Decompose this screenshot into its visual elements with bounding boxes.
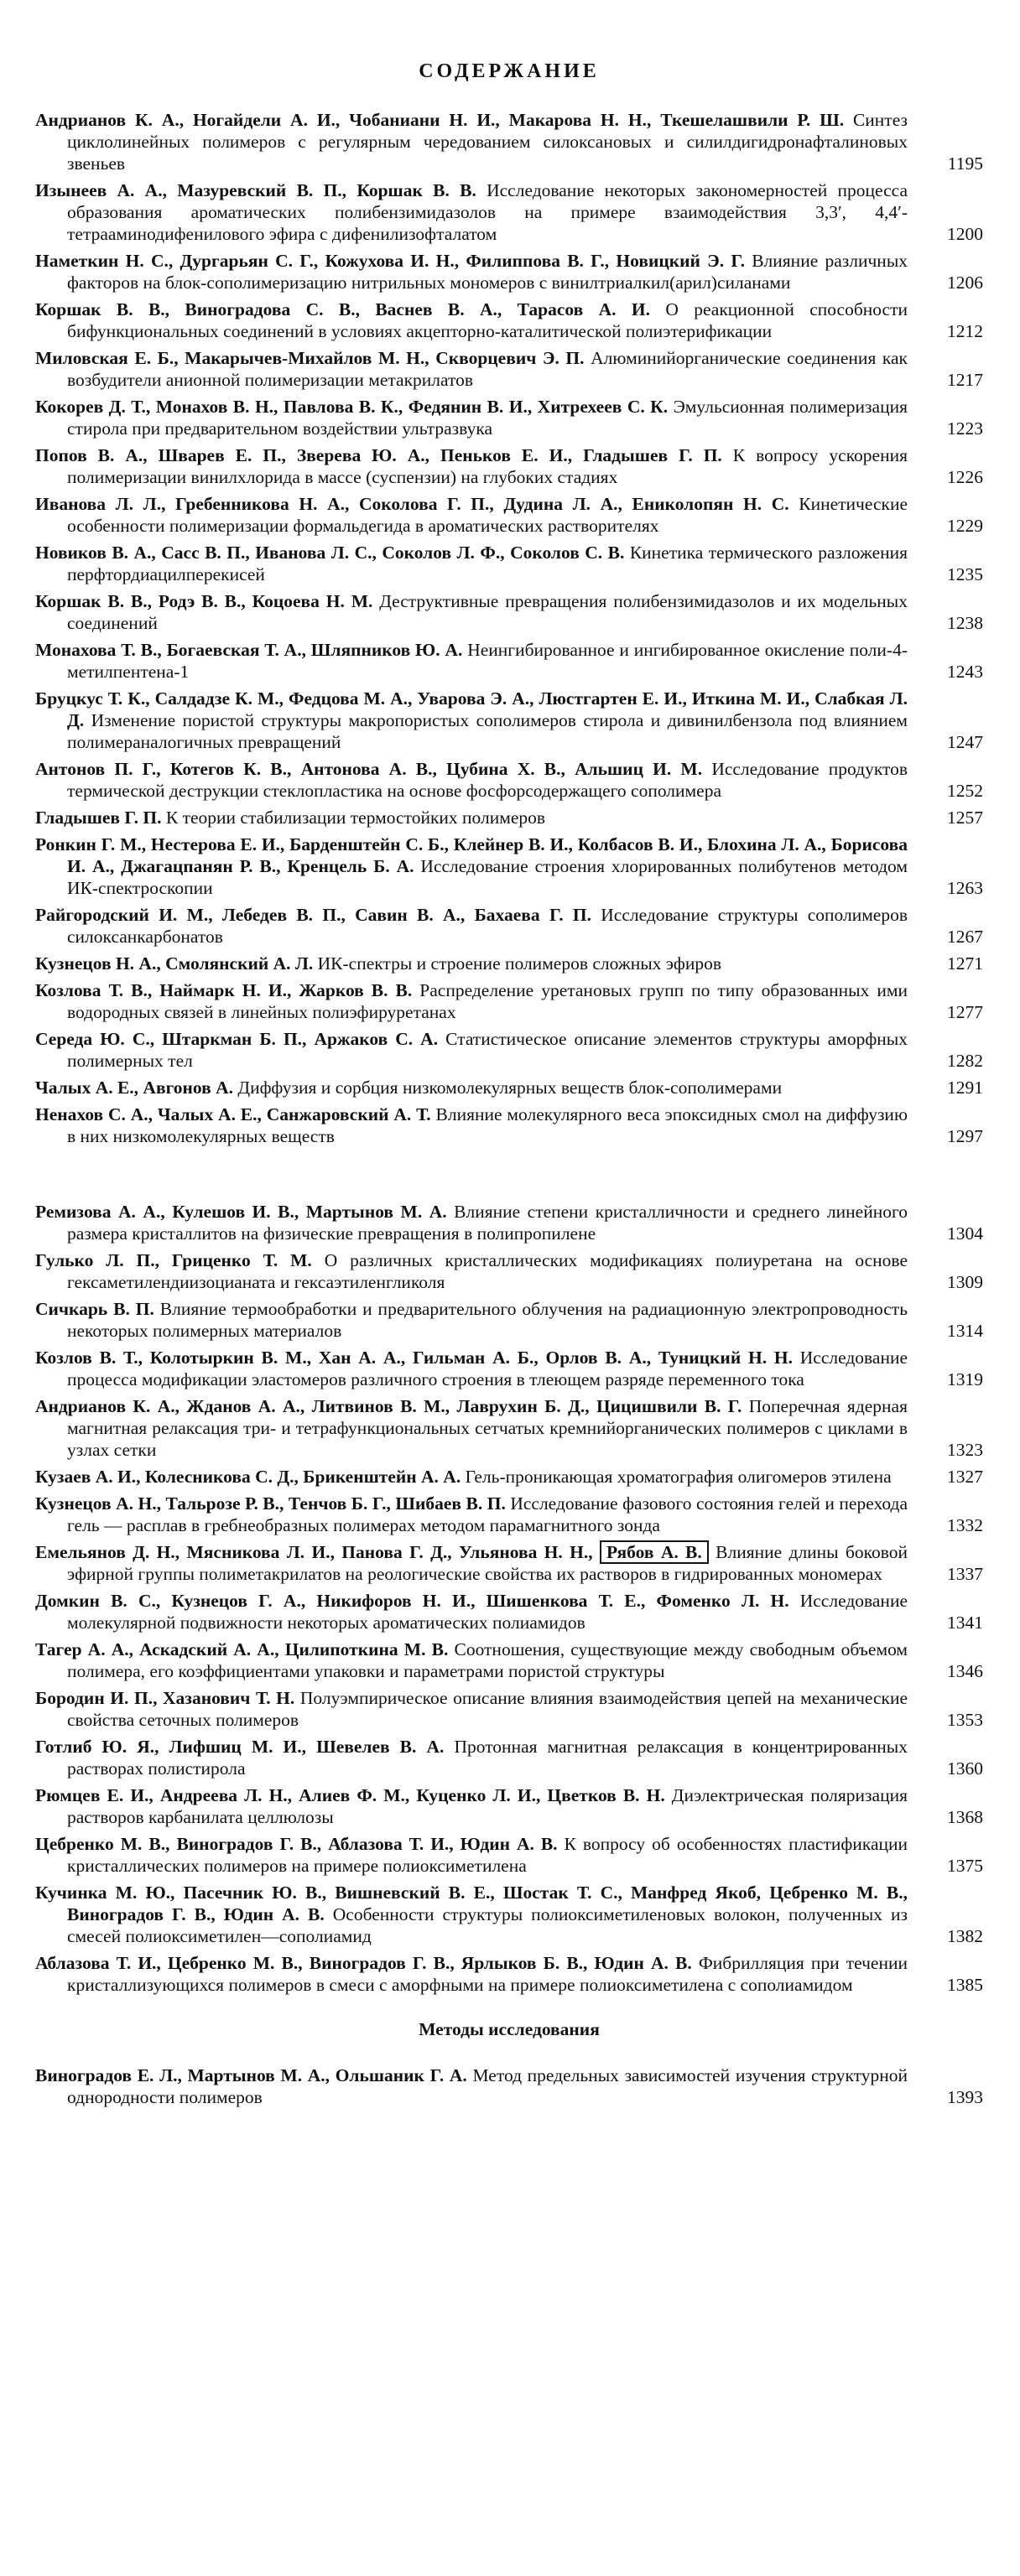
toc-entry-page: 1375 <box>947 1856 983 1876</box>
toc-entry-authors: Бруцкус Т. К., Салдадзе К. М., Федцова М. А., Уварова Э. А., Люстгартен Е. И., Иткина М. И., Слабкая Л. Д. <box>35 688 908 730</box>
toc-entry-text <box>35 396 908 439</box>
toc-entry-text <box>35 1639 908 1682</box>
toc-entry-text <box>35 444 908 488</box>
toc-entry-authors: Коршак В. В., Родэ В. В., Коцоева Н. М. <box>35 591 373 611</box>
toc-entry-text <box>35 1466 908 1488</box>
toc-entry <box>35 1952 983 1996</box>
toc-entry-authors: Готлиб Ю. Я., Лифшиц М. И., Шевелев В. А. <box>35 1737 445 1757</box>
toc-entry-authors: Наметкин Н. С., Дургарьян С. Г., Кожухова И. Н., Филиппова В. Г., Новицкий Э. Г. <box>35 251 745 271</box>
toc-entry-authors: Бородин И. П., Хазанович Т. Н. <box>35 1688 295 1708</box>
toc-entry-text <box>35 109 908 174</box>
toc-entry-title: Исследование строения хлорированных полибутенов методом ИК-спектроскопии <box>67 856 908 898</box>
toc-entry-authors: Домкин В. С., Кузнецов Г. А., Никифоров Н. И., Шишенкова Т. Е., Фоменко Л. Н. <box>35 1591 789 1611</box>
toc-entry-page: 1252 <box>947 781 983 801</box>
toc-group-methods <box>35 2064 983 2108</box>
toc-entry-page: 1226 <box>947 467 983 487</box>
toc-entry-title: Исследование фазового состояния гелей и перехода гель — расплав в гребнеобразных полимерах методом парамагнитного зонда <box>67 1493 908 1535</box>
toc-entry-text <box>35 1882 908 1947</box>
toc-entry-title: Статистическое описание элементов структуры аморфных полимерных тел <box>67 1029 908 1071</box>
toc-entry-title: Исследование продуктов термической деструкции стеклопластика на основе фосфорсодержащего сополимера <box>67 759 908 801</box>
toc-entry <box>35 639 983 683</box>
toc-entry <box>35 1639 983 1682</box>
toc-entry-authors: Гладышев Г. П. <box>35 808 162 828</box>
toc-entry <box>35 904 983 948</box>
toc-entry-text <box>35 1201 908 1244</box>
toc-entry-title: Протонная магнитная релаксация в концентрированных растворах полистирола <box>67 1737 908 1779</box>
toc-entry-page: 1257 <box>947 808 983 828</box>
toc-entry-text <box>35 590 908 634</box>
toc-entry <box>35 1784 983 1828</box>
toc-entry-text <box>35 1493 908 1536</box>
toc-entry-title: Изменение пористой структуры макропористых сополимеров стирола и дивинилбензола под влиянием полимераналогичных превращений <box>67 710 908 752</box>
toc-entry-title: К вопросу ускорения полимеризации винилхлорида в массе (суспензии) на глубоких стадиях <box>67 445 908 487</box>
toc-entry-page: 1217 <box>947 370 983 390</box>
toc-entry-page: 1267 <box>947 927 983 947</box>
toc-entry-text <box>35 688 908 753</box>
toc-entry-title: К теории стабилизации термостойких полимеров <box>165 808 546 828</box>
toc-entry <box>35 1590 983 1633</box>
toc-entry-authors: Монахова Т. В., Богаевская Т. А., Шляпников Ю. А. <box>35 640 463 660</box>
toc-entry-page: 1323 <box>947 1440 983 1460</box>
toc-entry-text <box>35 299 908 342</box>
toc-entry-page: 1382 <box>947 1926 983 1946</box>
toc-entry-authors: Андрианов К. А., Ногайдели А. И., Чобаниани Н. И., Макарова Н. Н., Ткешелашвили Р. Ш. <box>35 110 845 130</box>
toc-entry-authors: Кокорев Д. Т., Монахов В. Н., Павлова В. К., Федянин В. И., Хитрехеев С. К. <box>35 397 669 417</box>
toc-entry-page: 1393 <box>947 2087 983 2107</box>
toc-entry <box>35 1077 983 1098</box>
toc-entry-authors: Изынеев А. А., Мазуревский В. П., Коршак В. В. <box>35 180 476 200</box>
toc-entry-authors: Цебренко М. В., Виноградов Г. В., Аблазова Т. И., Юдин А. В. <box>35 1834 558 1854</box>
toc-entry <box>35 1104 983 1147</box>
toc-entry-text <box>35 347 908 391</box>
toc-entry-title: Фибрилляция при течении кристаллизующихся полимеров в смеси с аморфными на примере полиоксиметилена с сополиамидом <box>67 1953 908 1995</box>
toc-entry <box>35 1249 983 1293</box>
toc-entry-page: 1277 <box>947 1002 983 1022</box>
toc-entry-title: Соотношения, существующие между свободным объемом полимера, его коэффициентами упаковки и параметрами пористой структуры <box>67 1639 908 1681</box>
toc-entry-page: 1368 <box>947 1807 983 1827</box>
toc-entry-text <box>35 250 908 293</box>
toc-entry-page: 1304 <box>947 1223 983 1244</box>
toc-entry-authors: Ремизова А. А., Кулешов И. В., Мартынов М. А. <box>35 1202 447 1222</box>
toc-entry-authors: Коршак В. В., Виноградова С. В., Васнев В. А., Тарасов А. И. <box>35 299 650 319</box>
toc-entry-title: ИК-спектры и строение полимеров сложных эфиров <box>317 953 721 974</box>
toc-entry-title: Исследование структуры сополимеров силоксанкарбонатов <box>67 905 908 947</box>
toc-entry <box>35 834 983 899</box>
toc-entry-text <box>35 1952 908 1996</box>
toc-entry-text <box>35 1104 908 1147</box>
toc-entry-title: Влияние различных факторов на блок-сополимеризацию нитрильных мономеров с винилтриалкил(арил)силанами <box>67 251 908 293</box>
toc-entry-text <box>35 1347 908 1390</box>
toc-entry-text <box>35 979 908 1023</box>
toc-entry-authors: Райгородский И. М., Лебедев В. П., Савин В. А., Бахаева Г. П. <box>35 905 591 925</box>
toc-entry-authors: Сичкарь В. П. <box>35 1299 154 1319</box>
toc-entry-page: 1200 <box>947 224 983 244</box>
toc-entry-page: 1332 <box>947 1515 983 1535</box>
toc-entry-text <box>35 904 908 948</box>
toc-entry-authors: Попов В. А., Шварев Е. П., Зверева Ю. А., Пеньков Е. И., Гладышев Г. П. <box>35 445 722 465</box>
toc-entry-text <box>35 1590 908 1633</box>
toc-entry-text <box>35 758 908 802</box>
toc-entry <box>35 444 983 488</box>
toc-entry-title: О различных кристаллических модификациях полиуретана на основе гексаметилендиизоцианата и гексаэтиленгликоля <box>67 1250 908 1292</box>
toc-entry <box>35 590 983 634</box>
toc-entry <box>35 109 983 174</box>
toc-entry <box>35 1493 983 1536</box>
toc-entry-title: Неингибированное и ингибированное окисление поли-4-метилпентена-1 <box>67 640 908 682</box>
toc-entry-text <box>35 2064 908 2108</box>
toc-entry-text <box>35 1687 908 1731</box>
toc-entry-title: Диффузия и сорбция низкомолекулярных веществ блок-сополимерами <box>237 1078 783 1098</box>
toc-entry-page: 1319 <box>947 1369 983 1389</box>
toc-entry-authors: Миловская Е. Б., Макарычев-Михайлов М. Н., Скворцевич Э. П. <box>35 348 585 368</box>
toc-entry-title: Синтез циклолинейных полимеров с регулярным чередованием силоксановых и силилдигидронафталиновых звеньев <box>67 110 908 174</box>
toc-entry-authors: Аблазова Т. И., Цебренко М. В., Виноградов Г. В., Ярлыков Б. В., Юдин А. В. <box>35 1953 692 1973</box>
toc-entry <box>35 1736 983 1779</box>
toc-entry-text <box>35 179 908 245</box>
toc-entry <box>35 493 983 537</box>
toc-group-2 <box>35 1201 983 1996</box>
toc-entry-text <box>35 639 908 683</box>
toc-entry <box>35 396 983 439</box>
toc-entry-title: Алюминийорганические соединения как возбудители анионной полимеризации метакрилатов <box>67 348 908 390</box>
toc-entry-text <box>35 1541 908 1585</box>
toc-entry-page: 1297 <box>947 1126 983 1146</box>
toc-entry-page: 1247 <box>947 732 983 752</box>
toc-entry-page: 1282 <box>947 1051 983 1071</box>
toc-entry-title: Распределение уретановых групп по типу образованных ими водородных связей в линейных полиэфируретанах <box>67 980 908 1022</box>
toc-entry <box>35 250 983 293</box>
toc-entry-title: Диэлектрическая поляризация растворов карбанилата целлюлозы <box>67 1785 908 1827</box>
toc-entry <box>35 1466 983 1488</box>
toc-entry-page: 1309 <box>947 1272 983 1292</box>
toc-entry-text <box>35 1249 908 1293</box>
toc-entry-title: Влияние степени кристалличности и среднего линейного размера кристаллитов на физические превращения в полипропилене <box>67 1202 908 1244</box>
toc-entry-authors: Виноградов Е. Л., Мартынов М. А., Ольшаник Г. А. <box>35 2065 467 2085</box>
toc-entry <box>35 179 983 245</box>
toc-entry-authors: Андрианов К. А., Жданов А. А., Литвинов В. М., Лаврухин Б. Д., Цицишвили В. Г. <box>35 1396 742 1416</box>
toc-entry-authors: Кузнецов А. Н., Тальрозе Р. В., Тенчов Б. Г., Шибаев В. П. <box>35 1493 506 1514</box>
toc-entry-authors: Кузаев А. И., Колесникова С. Д., Брикенштейн А. А. <box>35 1467 461 1487</box>
toc-entry-page: 1243 <box>947 662 983 682</box>
toc-group-1 <box>35 109 983 1147</box>
toc-entry <box>35 299 983 342</box>
toc-entry-page: 1327 <box>947 1467 983 1487</box>
toc-entry-page: 1238 <box>947 613 983 633</box>
toc-entry <box>35 979 983 1023</box>
toc-entry-authors: Ронкин Г. М., Нестерова Е. И., Барденштейн С. Б., Клейнер В. И., Колбасов В. И., Блохина Л. А., Борисова И. А., Джагацпанян Р. В., Кренцель Б. А. <box>35 834 908 876</box>
toc-entry-page: 1360 <box>947 1758 983 1779</box>
toc-entry-title: Влияние длины боковой эфирной группы полиметакрилатов на реологические свойства их растворов в гидрированных мономерах <box>67 1542 908 1584</box>
toc-entry <box>35 953 983 974</box>
section-title-methods: Методы исследования <box>419 2019 600 2039</box>
toc-entry <box>35 542 983 585</box>
toc-entry <box>35 347 983 391</box>
toc-entry-page: 1235 <box>947 564 983 584</box>
toc-entry-authors: Козлов В. Т., Колотыркин В. М., Хан А. А., Гильман А. Б., Орлов В. А., Туницкий Н. Н. <box>35 1348 793 1368</box>
toc-entry-title: Исследование процесса модификации эластомеров различного строения в тлеющем разряде переменного тока <box>67 1348 908 1389</box>
toc-entry-page: 1271 <box>947 953 983 974</box>
toc-entry-page: 1263 <box>947 878 983 898</box>
toc-entry-title: Эмульсионная полимеризация стирола при предварительном воздействии ультразвука <box>67 397 908 439</box>
toc-entry-title: Поперечная ядерная магнитная релаксация три- и тетрафункциональных сетчатых кремнийорганических полимеров с циклами в узлах сетки <box>67 1396 908 1460</box>
toc-entry-title: Гель-проникающая хроматография олигомеров этилена <box>465 1467 892 1487</box>
toc-entry-text <box>35 1833 908 1877</box>
toc-entry <box>35 1541 983 1585</box>
toc-entry-authors: Кучинка М. Ю., Пасечник Ю. В., Вишневский В. Е., Шостак Т. С., Манфред Якоб, Цебренко М. В., Виноградов Г. В., Юдин А. В. <box>35 1883 908 1924</box>
toc-entry-page: 1195 <box>947 153 983 174</box>
toc-entry-page: 1229 <box>947 516 983 536</box>
toc-entry <box>35 688 983 753</box>
toc-entry <box>35 2064 983 2108</box>
page-title: СОДЕРЖАНИЕ <box>419 60 600 82</box>
toc-entry-text <box>35 1395 908 1461</box>
toc-entry <box>35 1833 983 1877</box>
toc-entry-authors: Рюмцев Е. И., Андреева Л. Н., Алиев Ф. М., Куценко Л. И., Цветков В. Н. <box>35 1785 665 1805</box>
toc-entry-page: 1385 <box>947 1975 983 1995</box>
toc-entry-authors: Новиков В. А., Сасс В. П., Иванова Л. С., Соколов Л. Ф., Соколов С. В. <box>35 543 625 563</box>
toc-entry-text <box>35 1784 908 1828</box>
toc-entry-authors: Иванова Л. Л., Гребенникова Н. А., Соколова Г. П., Дудина Л. А., Ениколопян Н. С. <box>35 494 789 514</box>
toc-entry <box>35 1201 983 1244</box>
toc-entry-text <box>35 542 908 585</box>
toc-entry-title: Исследование некоторых закономерностей процесса образования ароматических полибензимидазолов на примере взаимодействия 3,3′, 4,4′-тетрааминодифенилового эфира с дифенилизофталатом <box>67 180 908 244</box>
toc-entry <box>35 1882 983 1947</box>
toc-entry-authors: Козлова Т. В., Наймарк Н. И., Жарков В. В. <box>35 980 413 1000</box>
toc-entry-title: Кинетические особенности полимеризации формальдегида в ароматических растворителях <box>67 494 908 536</box>
toc-entry-page: 1291 <box>947 1078 983 1098</box>
toc-entry-title: Особенности структуры полиоксиметиленовых волокон, полученных из смесей полиоксиметилен—сополиамид <box>67 1904 908 1946</box>
toc-entry-title: Влияние молекулярного веса эпоксидных смол на диффузию в них низкомолекулярных веществ <box>67 1104 908 1146</box>
toc-entry-page: 1337 <box>947 1564 983 1584</box>
toc-entry-text <box>35 1298 908 1342</box>
toc-entry-page: 1314 <box>947 1321 983 1341</box>
toc-entry-authors: Гулько Л. П., Гриценко Т. М. <box>35 1250 312 1270</box>
toc-entry-title: Исследование молекулярной подвижности некоторых ароматических полиамидов <box>67 1591 908 1633</box>
toc-entry <box>35 1687 983 1731</box>
toc-entry-authors: Антонов П. Г., Котегов К. В., Антонова А. В., Цубина Х. В., Альшиц И. М. <box>35 759 703 779</box>
toc-entry-title: Кинетика термического разложения перфтордиацилперекисей <box>67 543 908 584</box>
toc-entry <box>35 1298 983 1342</box>
toc-entry-text <box>35 834 908 899</box>
toc-entry <box>35 758 983 802</box>
toc-entry-text <box>35 1077 908 1098</box>
toc-entry-authors: Ненахов С. А., Чалых А. Е., Санжаровский А. Т. <box>35 1104 431 1124</box>
toc-entry-page: 1206 <box>947 273 983 293</box>
toc-entry-title: Деструктивные превращения полибензимидазолов и их модельных соединений <box>67 591 908 633</box>
toc-entry-authors: Кузнецов Н. А., Смолянский А. Л. <box>35 953 314 974</box>
toc-entry-boxed-author: Рябов А. В. <box>600 1540 709 1564</box>
toc-entry-title: Метод предельных зависимостей изучения структурной однородности полимеров <box>67 2065 908 2107</box>
toc-entry-text <box>35 1736 908 1779</box>
toc-entry-page: 1353 <box>947 1710 983 1730</box>
toc-entry-title: Влияние термообработки и предварительного облучения на радиационную электропроводность некоторых полимерных материалов <box>67 1299 908 1341</box>
toc-entry-authors: Середа Ю. С., Штаркман Б. П., Аржаков С. А. <box>35 1029 439 1049</box>
toc-entry-title: О реакционной способности бифункциональных соединений в условиях акцепторно-каталитической полиэтерификации <box>67 299 908 341</box>
toc-entry-text <box>35 807 908 828</box>
toc-entry-text <box>35 1028 908 1072</box>
toc-entry-authors: Емельянов Д. Н., Мясникова Л. И., Панова Г. Д., Ульянова Н. Н., <box>35 1542 593 1562</box>
toc-entry-page: 1341 <box>947 1613 983 1633</box>
toc-entry <box>35 1395 983 1461</box>
section-gap <box>35 1152 983 1201</box>
toc-entry-page: 1212 <box>947 321 983 341</box>
toc-entry-text <box>35 953 908 974</box>
toc-entry <box>35 1028 983 1072</box>
toc-entry-text <box>35 493 908 537</box>
toc-entry-authors: Чалых А. Е., Авгонов А. <box>35 1078 234 1098</box>
toc-entry-title: Полуэмпирическое описание влияния взаимодействия цепей на механические свойства сеточных полимеров <box>67 1688 908 1730</box>
toc-entry <box>35 1347 983 1390</box>
toc-entry-authors: Тагер А. А., Аскадский А. А., Цилипоткина М. В. <box>35 1639 449 1659</box>
toc-entry-page: 1223 <box>947 418 983 439</box>
toc-entry-title: К вопросу об особенностях пластификации кристаллических полимеров на примере полиоксиметилена <box>67 1834 908 1876</box>
toc-entry <box>35 807 983 828</box>
toc-entry-page: 1346 <box>947 1661 983 1681</box>
